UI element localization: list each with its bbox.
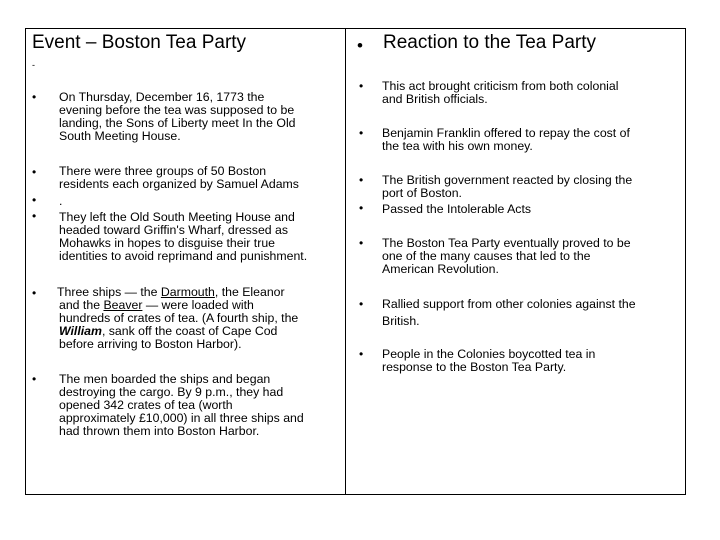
ship-name-william: William: [59, 324, 102, 338]
event-text-line: hundreds of crates of tea. (A fourth ship, the: [59, 311, 299, 325]
bullet-icon: •: [32, 193, 37, 207]
event-text-line: On Thursday, December 16, 1773 the: [59, 90, 265, 104]
dash-mark: -: [32, 60, 35, 70]
reaction-text-line: one of the many causes that led to the: [382, 249, 591, 263]
ship-name-beaver: Beaver: [103, 298, 143, 312]
bullet-icon: •: [359, 236, 364, 250]
event-text-line: destroying the cargo. By 9 p.m., they had: [59, 385, 284, 399]
bullet-icon: •: [359, 79, 364, 93]
bullet-icon: •: [32, 286, 37, 300]
reaction-text-line: The British government reacted by closing the: [382, 173, 633, 187]
bullet-icon: •: [359, 347, 364, 361]
bullet-icon: •: [359, 173, 364, 187]
reaction-text-line: the tea with his own money.: [382, 139, 533, 153]
bullet-icon: •: [359, 297, 364, 311]
event-text-line: South Meeting House.: [59, 129, 181, 143]
reaction-text-line: People in the Colonies boycotted tea in: [382, 347, 596, 361]
reaction-text-line: American Revolution.: [382, 262, 499, 276]
reaction-text-line: and British officials.: [382, 92, 488, 106]
event-text-line: There were three groups of 50 Boston: [59, 164, 267, 178]
reaction-text-line: Benjamin Franklin offered to repay the cost of: [382, 126, 630, 140]
reaction-text-line: port of Boston.: [382, 186, 462, 200]
bullet-icon: •: [32, 209, 37, 223]
event-text-line: opened 342 crates of tea (worth: [59, 398, 233, 412]
event-text-line: Three ships — the Darmouth, the Eleanor: [57, 285, 285, 299]
event-text-line: headed toward Griffin's Wharf, dressed as: [59, 223, 289, 237]
event-text-line: and the Beaver — were loaded with: [59, 298, 254, 312]
event-text-line: had thrown them into Boston Harbor.: [59, 424, 260, 438]
event-text-line: identities to avoid reprimand and punishment.: [59, 249, 308, 263]
reaction-text-line: This act brought criticism from both colonial: [382, 79, 619, 93]
event-text-line: They left the Old South Meeting House and: [59, 210, 295, 224]
event-text-line: approximately £10,000) in all three ships and: [59, 411, 304, 425]
event-text-line: .: [59, 194, 63, 208]
reaction-heading: Reaction to the Tea Party: [383, 32, 596, 53]
reaction-text-line: response to the Boston Tea Party.: [382, 360, 567, 374]
bullet-icon: •: [32, 372, 37, 386]
reaction-text-line: Passed the Intolerable Acts: [382, 202, 532, 216]
bullet-icon: •: [357, 36, 363, 55]
event-text-line: Mohawks in hopes to disguise their true: [59, 236, 275, 250]
reaction-text-line: The Boston Tea Party eventually proved to be: [382, 236, 631, 250]
event-text-line: evening before the tea was supposed to be: [59, 103, 295, 117]
reaction-text-line: Rallied support from other colonies against the: [382, 297, 636, 311]
event-text-line: before arriving to Boston Harbor).: [59, 337, 242, 351]
ship-name-dartmouth: Darmouth: [160, 285, 215, 299]
bullet-icon: •: [359, 126, 364, 140]
bullet-icon: •: [32, 90, 37, 104]
bullet-icon: •: [32, 165, 37, 179]
bullet-icon: •: [359, 201, 364, 215]
event-heading: Event – Boston Tea Party: [32, 32, 247, 53]
event-text-line: William, sank off the coast of Cape Cod: [59, 324, 278, 338]
event-text-line: landing, the Sons of Liberty meet In the Old: [59, 116, 296, 130]
event-text-line: The men boarded the ships and began: [59, 372, 271, 386]
event-text-line: residents each organized by Samuel Adams: [59, 177, 299, 191]
reaction-text-line: British.: [382, 314, 420, 328]
